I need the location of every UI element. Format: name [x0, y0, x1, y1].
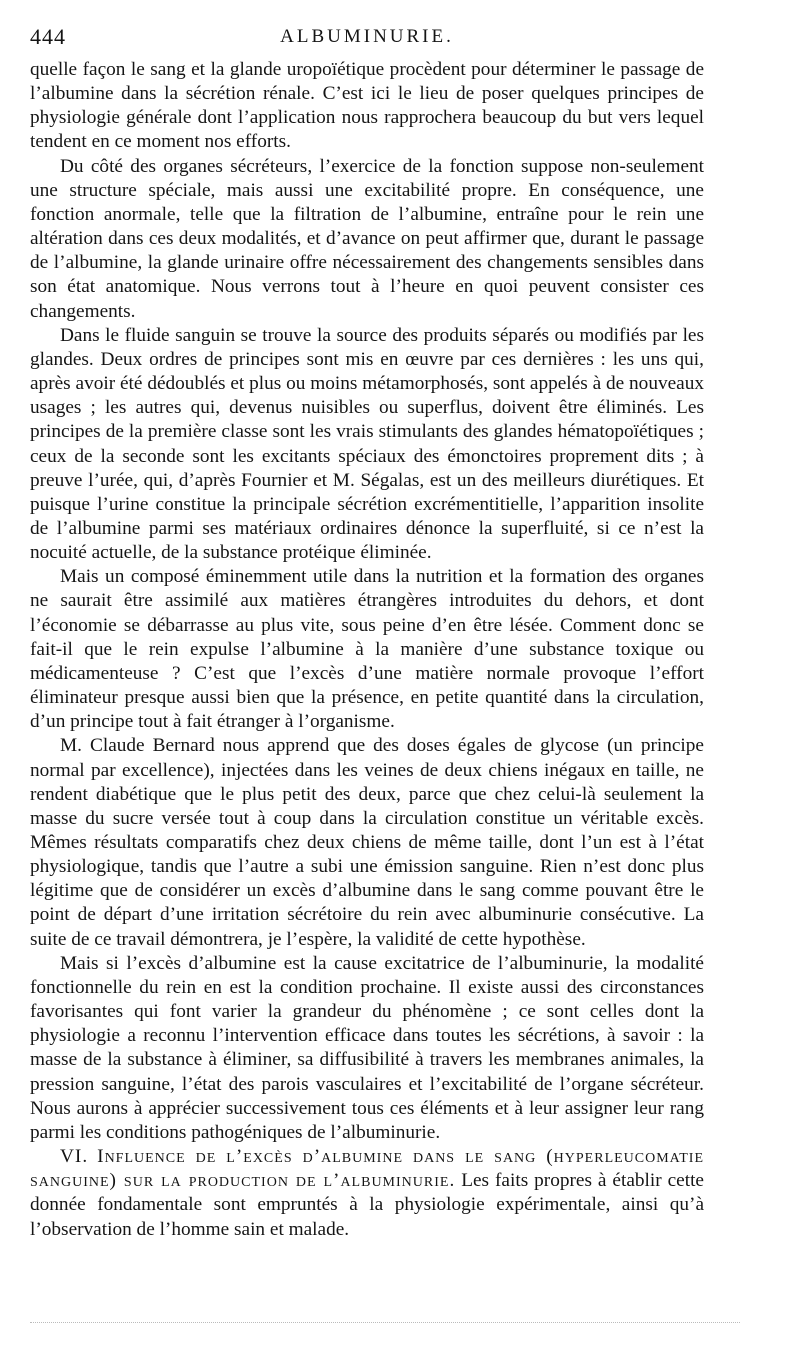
paragraph-secretory-organs: Du côté des organes sécréteurs, l’exercice de la fonction suppose non-seulement une structure spéciale, mais aussi une excitabilité propre. En conséquence, une fonction anormale, telle que la filtration de l’albumine, entraîne pour le rein une altération dans ces deux modalités, et d’avance on peut affirmer que, durant le passage de l’albumine, la glande urinaire offre nécessairement des changements sensibles dans son état anatomique. Nous verrons tout à l’heure en quoi peuvent consister ces changements.	[30, 155, 704, 322]
bottom-margin-specks	[30, 1322, 740, 1333]
section-text: Les faits propres à établir cette donnée fondamentale sont empruntés à la physiologie expérimentale, ainsi qu’à l’observation de l’homme sain et malade.	[30, 1170, 704, 1240]
body-text	[30, 58, 704, 1242]
running-title: ALBUMINURIE.	[280, 26, 454, 47]
paragraph-claude-bernard: M. Claude Bernard nous apprend que des doses égales de glycose (un principe normal par excellence), injectées dans les veines de deux chiens inégaux en taille, ne rendent diabétique que le plus petit des deux, parce que chez celui-là seulement la masse du sucre versée tout à coup dans la circulation constitue un véritable excès. Mêmes résultats comparatifs chez deux chiens de même taille, dont l’un est à l’état physiologique, tandis que l’autre a subi une émission sanguine. Rien n’est donc plus légitime que de considérer un excès d’albumine dans le sang comme pouvant être le point de départ d’une irritation sécrétoire du rein avec albuminurie consécutive. La suite de ce travail démontrera, je l’espère, la validité de cette hypothèse.	[30, 735, 704, 950]
paragraph-useful-compound: Mais un composé éminemment utile dans la nutrition et la formation des organes ne saurait être assimilé aux matières étrangères introduites du dehors, et dont l’économie se débarrasse au plus vite, sous peine d’en être lésée. Comment donc se fait-il que le rein expulse l’albumine à la manière d’une substance toxique ou médicamenteuse ? C’est que l’excès d’une matière normale provoque l’effort éliminateur presque aussi bien que la présence, en petite quantité dans la circulation, d’un principe tout à fait étranger à l’organisme.	[30, 566, 704, 733]
page-number: 444	[30, 24, 66, 49]
section-vi	[30, 1145, 704, 1242]
paragraph-blood-fluid: Dans le fluide sanguin se trouve la source des produits séparés ou modifiés par les glandes. Deux ordres de principes sont mis en œuvre par ces dernières : les uns qui, après avoir été dédoublés et plus ou moins métamorphosés, sont appelés à de nouveaux usages ; les autres qui, devenus nuisibles ou superflus, doivent être éliminés. Les principes de la première classe sont les vrais stimulants des glandes hématopoïétiques ; ceux de la seconde sont les excitants spéciaux des émonctoires proprement dits ; à preuve l’urée, qui, d’après Fournier et M. Ségalas, est un des meilleurs diurétiques. Et puisque l’urine constitue la principale sécrétion excrémentitielle, l’apparition insolite de l’albumine parmi ses matériaux ordinaires dénonce la superfluité, si ce n’est la nocuité actuelle, de la substance protéique éliminée.	[30, 324, 704, 564]
paragraph-albumin-excess: Mais si l’excès d’albumine est la cause excitatrice de l’albuminurie, la modalité fonctionnelle du rein en est la condition prochaine. Il existe aussi des circonstances favorisantes qui font varier la grandeur du phénomène ; ce sont celles dont la physiologie a reconnu l’intervention efficace dans toutes les sécrétions, à savoir : la masse de la substance à éliminer, sa diffusibilité à travers les membranes animales, la pression sanguine, l’état des parois vasculaires et l’excitabilité de l’organe sécréteur. Nous aurons à apprécier successivement tous ces éléments et à leur assigner leur rang parmi les conditions pathogéniques de l’albuminurie.	[30, 952, 704, 1143]
page-header	[30, 24, 704, 56]
section-heading: Influence de l’excès d’albumine dans le sang (hyperleucomatie sanguine) sur la production de l’albuminurie.	[30, 1146, 704, 1192]
paragraph-continued: quelle façon le sang et la glande uropoïétique procèdent pour déterminer le passage de l’albumine dans la sécrétion rénale. C’est ici le lieu de poser quelques principes de physiologie générale dont l’application nous rapprochera beaucoup du but vers lequel tendent en ce moment nos efforts.	[30, 59, 704, 153]
section-numeral: VI.	[60, 1146, 89, 1168]
